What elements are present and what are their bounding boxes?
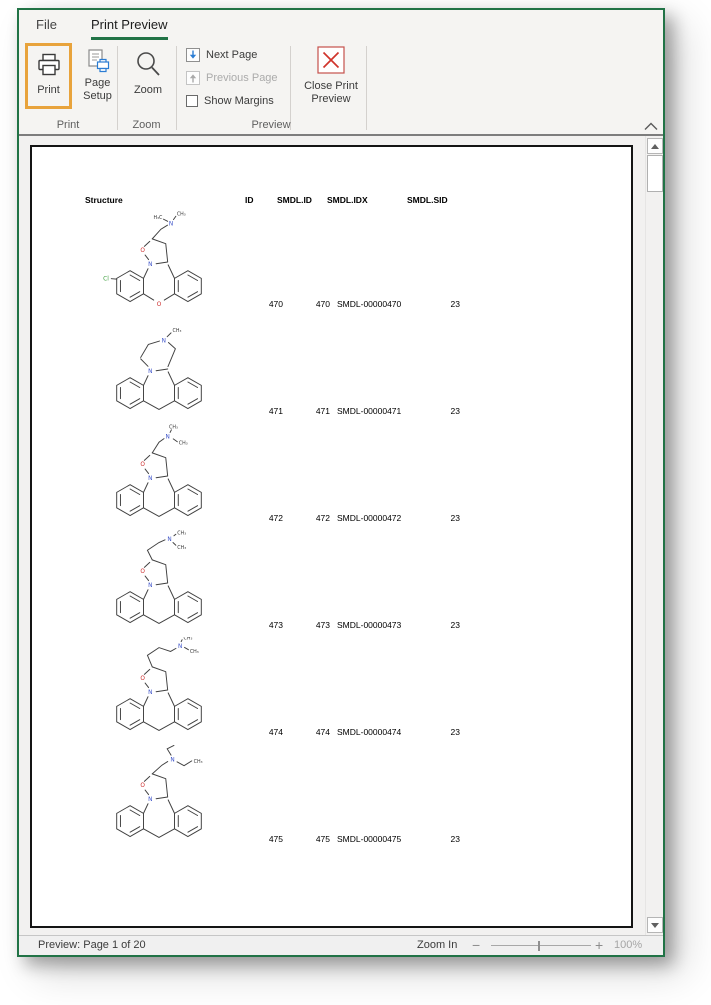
molecule-structure-471	[90, 316, 228, 422]
cell-smdl-sid: 23	[450, 620, 460, 630]
cell-smdl-id: 474	[315, 727, 330, 737]
previous-page-button-disabled	[186, 71, 278, 85]
cell-smdl-sid: 23	[450, 513, 460, 523]
cell-smdl-sid: 23	[450, 727, 460, 737]
zoom-in-button[interactable]: +	[595, 937, 604, 953]
cell-smdl-id: 473	[315, 620, 330, 630]
next-page-button[interactable]	[186, 48, 257, 62]
svg-text:N: N	[178, 643, 183, 650]
ribbon-group-label-print: Print	[56, 119, 80, 131]
table-row	[32, 314, 631, 421]
tab-print-preview[interactable]: Print Preview	[91, 13, 168, 40]
print-button-label: Print	[37, 84, 60, 96]
cell-smdl-sid: 23	[450, 406, 460, 416]
svg-text:O: O	[140, 248, 145, 255]
page-setup-icon	[84, 48, 112, 74]
zoom-slider-thumb[interactable]	[538, 941, 540, 951]
column-header-id: ID	[245, 195, 254, 205]
cell-smdl-idx: SMDL-00000470	[337, 299, 402, 309]
svg-text:N: N	[148, 797, 153, 804]
svg-text:Cl: Cl	[103, 276, 109, 283]
cell-smdl-idx: SMDL-00000475	[337, 834, 402, 844]
close-icon	[317, 46, 345, 74]
svg-text:N: N	[148, 476, 153, 483]
molecule-structure-472	[90, 423, 228, 529]
previous-page-label: Previous Page	[206, 72, 278, 84]
close-print-preview-label: Close Print Preview	[304, 80, 358, 105]
ribbon-tab-bar	[19, 10, 663, 40]
svg-text:CH₃: CH₃	[177, 545, 187, 551]
svg-text:N: N	[148, 369, 153, 376]
show-margins-item[interactable]	[186, 95, 274, 107]
column-header-structure: Structure	[85, 195, 123, 205]
molecule-structure-470	[90, 209, 228, 315]
svg-text:N: N	[148, 583, 153, 590]
page-info-text: Preview: Page 1 of 20	[38, 939, 146, 951]
tab-file[interactable]: File	[36, 17, 57, 32]
scroll-down-button[interactable]	[647, 917, 663, 933]
svg-text:CH₃: CH₃	[193, 759, 203, 765]
svg-text:CH₃: CH₃	[189, 649, 199, 655]
cell-id: 475	[268, 834, 283, 844]
next-page-icon	[186, 48, 200, 62]
cell-id: 470	[268, 299, 283, 309]
cell-id: 471	[268, 406, 283, 416]
svg-text:O: O	[140, 462, 145, 469]
zoom-button-label: Zoom	[133, 84, 163, 96]
close-print-preview-button[interactable]	[300, 44, 362, 122]
scroll-down-icon	[651, 923, 659, 928]
scroll-up-button[interactable]	[647, 138, 663, 154]
table-row	[32, 742, 631, 849]
svg-text:N: N	[161, 338, 166, 345]
svg-text:O: O	[140, 569, 145, 576]
cell-smdl-sid: 23	[450, 299, 460, 309]
group-divider	[117, 46, 118, 130]
svg-text:O: O	[140, 783, 145, 790]
cell-smdl-idx: SMDL-00000474	[337, 727, 402, 737]
column-header-smdl-idx: SMDL.IDX	[327, 195, 368, 205]
group-divider	[176, 46, 177, 130]
cell-smdl-id: 470	[315, 299, 330, 309]
zoom-out-button[interactable]: −	[472, 937, 481, 953]
table-row	[32, 207, 631, 314]
preview-viewport	[19, 136, 663, 935]
ribbon-group-label-preview: Preview	[251, 119, 291, 131]
svg-text:O: O	[156, 301, 162, 308]
svg-text:CH₃: CH₃	[178, 441, 188, 447]
scroll-up-icon	[651, 144, 659, 149]
svg-text:CH₃: CH₃	[172, 328, 182, 334]
show-margins-checkbox[interactable]	[186, 95, 198, 107]
group-divider	[366, 46, 367, 130]
collapse-ribbon-button[interactable]	[642, 118, 660, 134]
status-bar	[19, 935, 663, 955]
svg-text:CH₃: CH₃	[177, 531, 187, 537]
svg-text:N: N	[148, 690, 153, 697]
svg-text:O: O	[140, 676, 145, 683]
zoom-slider-track[interactable]	[491, 945, 591, 946]
table-row	[32, 421, 631, 528]
chevron-up-icon	[644, 122, 658, 131]
cell-smdl-sid: 23	[450, 834, 460, 844]
cell-smdl-idx: SMDL-00000471	[337, 406, 402, 416]
next-page-label: Next Page	[206, 49, 258, 61]
show-margins-label: Show Margins	[204, 95, 274, 107]
print-preview-window	[17, 8, 665, 957]
svg-text:CH₃: CH₃	[176, 212, 186, 218]
previous-page-icon	[186, 71, 200, 85]
svg-text:N: N	[167, 536, 172, 543]
scrollbar-thumb[interactable]	[647, 155, 663, 192]
cell-id: 472	[268, 513, 283, 523]
cell-smdl-id: 472	[315, 513, 330, 523]
column-header-smdl-sid: SMDL.SID	[407, 195, 448, 205]
cell-smdl-id: 475	[315, 834, 330, 844]
cell-smdl-idx: SMDL-00000473	[337, 620, 402, 630]
table-row	[32, 635, 631, 742]
column-header-smdl-id: SMDL.ID	[277, 195, 312, 205]
ribbon	[19, 40, 663, 136]
svg-text:N: N	[165, 434, 170, 441]
zoom-percent: 100%	[614, 939, 643, 951]
magnifier-icon	[133, 50, 163, 78]
printer-icon	[35, 52, 63, 78]
cell-smdl-id: 471	[315, 406, 330, 416]
svg-text:H₃C: H₃C	[153, 216, 163, 222]
preview-page	[30, 145, 633, 928]
molecule-structure-475	[90, 744, 228, 850]
cell-id: 474	[268, 727, 283, 737]
molecule-structure-473	[90, 530, 228, 636]
svg-text:N: N	[168, 221, 174, 228]
ribbon-group-label-zoom: Zoom	[132, 119, 161, 131]
cell-id: 473	[268, 620, 283, 630]
page-setup-button-label: Page Setup	[83, 77, 112, 102]
svg-text:CH₃: CH₃	[183, 637, 193, 642]
group-divider	[290, 46, 291, 130]
vertical-scrollbar[interactable]	[645, 136, 663, 935]
svg-text:N: N	[148, 262, 153, 269]
molecule-structure-474	[90, 637, 228, 743]
zoom-button[interactable]	[125, 46, 171, 110]
svg-text:N: N	[170, 757, 175, 764]
svg-text:CH₃: CH₃	[169, 425, 178, 431]
cell-smdl-idx: SMDL-00000472	[337, 513, 402, 523]
print-button[interactable]	[25, 43, 72, 109]
zoom-in-label: Zoom In	[417, 939, 458, 951]
page-setup-button[interactable]	[76, 46, 119, 110]
table-row	[32, 528, 631, 635]
